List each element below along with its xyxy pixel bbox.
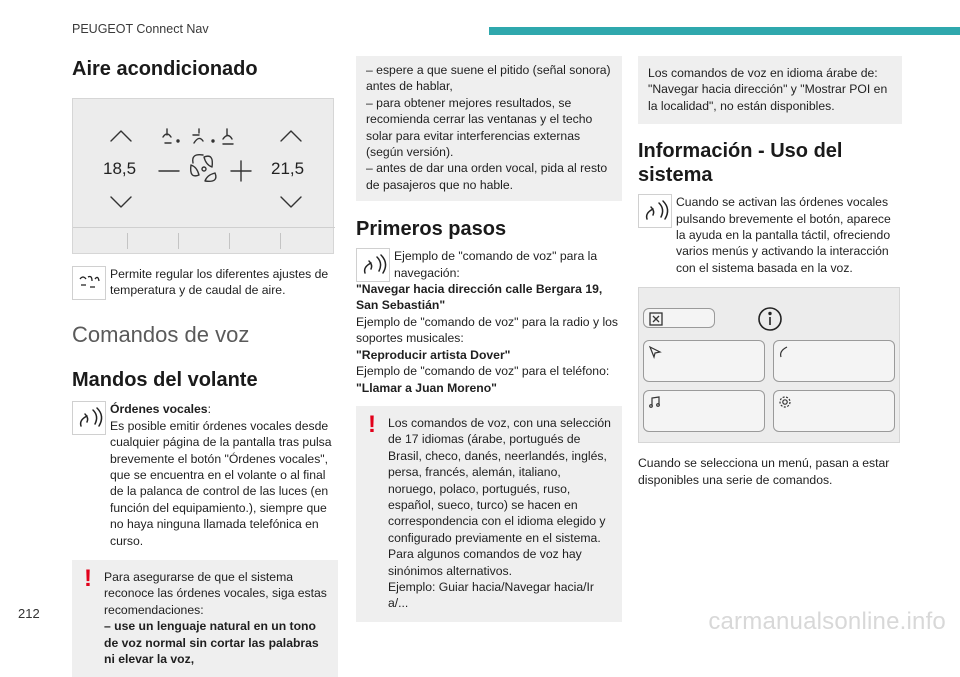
warning-icon: !: [368, 410, 376, 438]
warning-icon: !: [84, 565, 92, 593]
menu-note: Cuando se selecciona un menú, pasan a estar disponibles una serie de comandos.: [638, 456, 890, 487]
voice-command-icon: [638, 194, 672, 228]
steering-voice-block: Órdenes vocales: Es posible emitir órdenes vocales desde cualquier página de la pantalla tras pulsa brevemente el botón "Órdenes vocales", que se encuentra en el volante o al final de la palanca de control de las luces (en función del equipamiento.), siempre que no haya ninguna llamada telefónica en curso.: [72, 401, 338, 549]
climate-panel-illustration: [72, 98, 334, 254]
arabic-note-box: Los comandos de voz en idioma árabe de: "Navegar hacia dirección" y "Mostrar POI en la localidad", no están disponibles.: [638, 56, 902, 124]
section-title-informacion: Información - Uso del sistema: [638, 140, 843, 187]
running-header: PEUGEOT Connect Nav: [72, 22, 209, 36]
phone-icon: [778, 345, 792, 359]
voice-help-screen-illustration: [638, 287, 900, 443]
section-title-comandos: Comandos de voz: [72, 322, 250, 347]
info-icon: [757, 306, 783, 332]
recommendations-continued-box: – espere a que suene el pitido (señal sonora) antes de hablar, – para obtener mejores resultados, se recomienda cerrar las ventanas y el techo solar para evitar interferencias externas (según versión). – antes de dar una orden vocal, pida al resto de pasajeros que no hable.: [356, 56, 622, 201]
voice-command-icon: [356, 248, 390, 282]
chevron-up-icon: [111, 131, 131, 141]
music-note-icon: [648, 395, 662, 409]
section-title-mandos: Mandos del volante: [72, 369, 258, 392]
air-distribution-icon: [72, 266, 106, 300]
chevron-down-icon: [111, 197, 131, 207]
page-number: 212: [18, 606, 40, 621]
plus-icon: [231, 161, 251, 181]
chevron-up-icon: [281, 131, 301, 141]
warning-box-recommendations: ! Para asegurarse de que el sistema reconoce las órdenes vocales, siga estas recomendaciones: – use un lenguaje natural en un tono de voz normal sin cortar las palabras ni elevar la voz,: [72, 560, 338, 677]
column-1: [72, 52, 338, 677]
examples-block: Ejemplo de "comando de voz" para la navegación: "Navegar hacia dirección calle Bergara 19, San Sebastián" Ejemplo de "comando de voz" para la radio y los soportes musicales: "Reproducir artista Dover" Ejemplo de "comando de voz" para el teléfono: "Llamar a Juan Moreno": [356, 249, 619, 395]
chevron-down-icon: [281, 197, 301, 207]
climate-note: Permite regular los diferentes ajustes de temperatura y de caudal de aire.: [72, 266, 338, 300]
settings-icon: [778, 395, 792, 409]
close-icon: [648, 311, 664, 327]
column-2: [356, 52, 622, 622]
steering-label: Órdenes vocales: [110, 402, 208, 417]
section-title-aire: Aire acondicionado: [72, 58, 258, 80]
warning-box-languages: ! Los comandos de voz, con una selección de 17 idiomas (árabe, portugués de Brasil, checo, danés, neerlandés, inglés, persa, francés, alemán, italiano, noruego, polaco, portugués, ruso, español, sueco, turco) se hacen en correspondencia con el idioma elegido y configurado previamente en el sistema. Para algunos comandos de voz hay sinónimos alternativos. Ejemplo: Guiar hacia/Navegar hacia/Ir a/...: [356, 406, 622, 622]
temp-right: 21,5: [271, 159, 305, 178]
temp-left: 18,5: [103, 159, 137, 178]
fan-icon: [191, 155, 216, 182]
steering-body: Es posible emitir órdenes vocales desde cualquier página de la pantalla tras pulsa brevemente el botón "Órdenes vocales", que se encuentra en el volante o al final de la palanca de control de las luces (en función del equipamiento.), siempre que no haya ninguna llamada telefónica en curso.: [110, 418, 332, 548]
air-distribution-icon: [163, 129, 233, 144]
column-3: [638, 52, 902, 488]
voice-command-icon: [72, 401, 106, 435]
info-block: Cuando se activan las órdenes vocales pulsando brevemente el botón, aparece la ayuda en la pantalla táctil, ofreciendo varios menús y activando la interacción con el sistema basada en la voz.: [638, 194, 902, 276]
section-title-primeros: Primeros pasos: [356, 218, 507, 241]
watermark: carmanualsonline.info: [708, 608, 946, 635]
navigation-icon: [648, 345, 662, 359]
header-accent-bar: [489, 27, 960, 35]
